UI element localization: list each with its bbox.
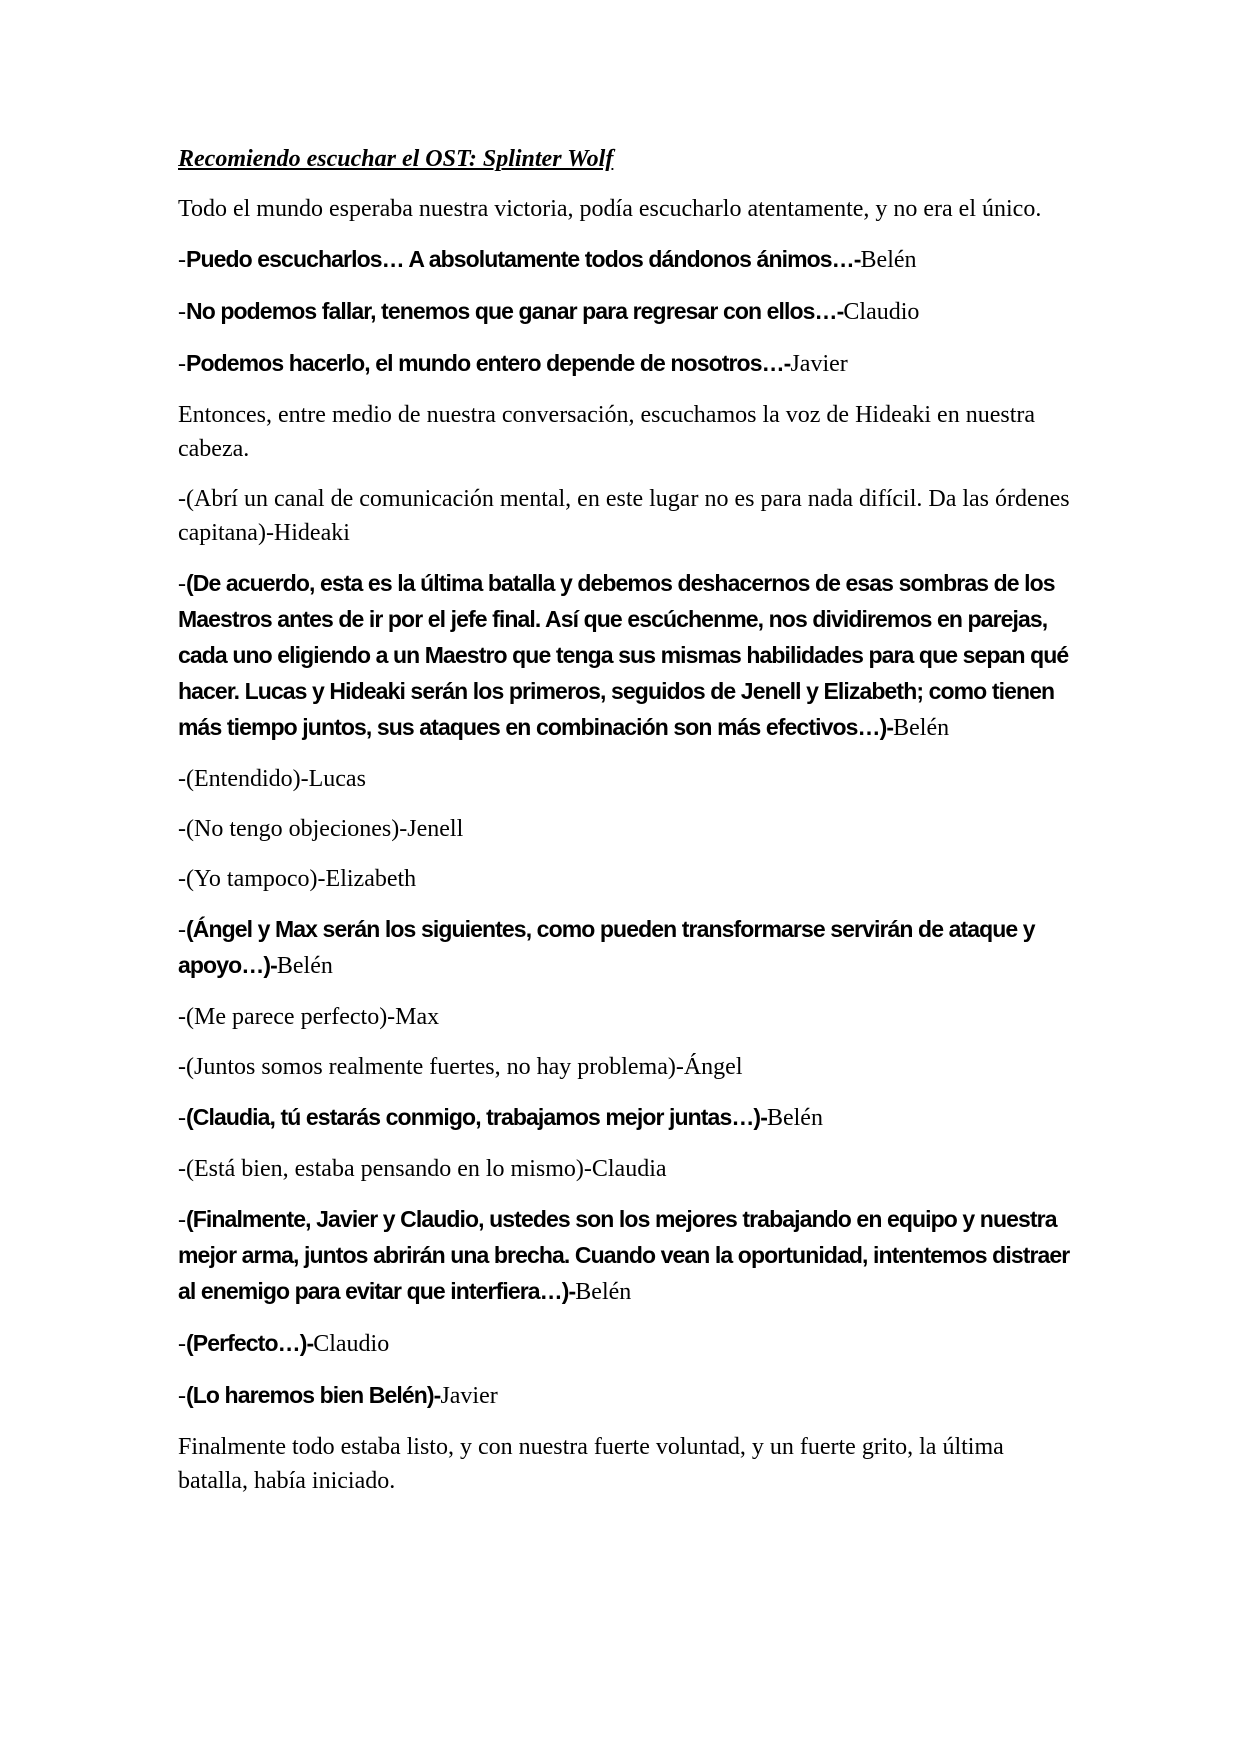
- dialogue-dash: -: [178, 917, 186, 943]
- dialogue-dash: -: [178, 351, 186, 377]
- dialogue-speaker: Claudio: [313, 1331, 390, 1357]
- dialogue-line-max: -(Me parece perfecto)-Max: [178, 1004, 440, 1030]
- document-title: Recomiendo escuchar el OST: Splinter Wolf: [178, 146, 614, 172]
- narration-paragraph: Finalmente todo estaba listo, y con nuestra fuerte voluntad, y un fuerte grito, la última batalla, había iniciado.: [178, 1434, 1004, 1494]
- dialogue-speaker: Claudio: [843, 299, 920, 325]
- dialogue-dash: -: [178, 1331, 186, 1357]
- dialogue-speech: (Claudia, tú estarás conmigo, trabajamos mejor juntas…)-: [186, 1104, 767, 1130]
- dialogue-line-javier: [178, 346, 1078, 382]
- dialogue-dash: -: [178, 1207, 186, 1233]
- dialogue-speaker: Belén: [575, 1279, 632, 1305]
- dialogue-speech: (Ángel y Max serán los siguientes, como pueden transformarse servirán de ataque y apoyo…)-: [178, 916, 1035, 978]
- dialogue-speaker: Javier: [440, 1383, 498, 1409]
- dialogue-speaker: Belén: [766, 1105, 823, 1131]
- dialogue-speaker: Javier: [790, 351, 848, 377]
- narration-paragraph: Entonces, entre medio de nuestra conversación, escuchamos la voz de Hideaki en nuestra cabeza.: [178, 402, 1036, 462]
- dialogue-speech: (Finalmente, Javier y Claudio, ustedes son los mejores trabajando en equipo y nuestra mejor arma, juntos abrirán una brecha. Cuando vean la oportunidad, intentemos distraer al enemigo para evitar que interfiera…)-: [178, 1206, 1070, 1304]
- dialogue-speaker: Belén: [860, 247, 917, 273]
- dialogue-line-lucas: -(Entendido)-Lucas: [178, 766, 366, 792]
- dialogue-line-belen: [178, 1202, 1078, 1310]
- dialogue-line-javier: [178, 1378, 1078, 1414]
- dialogue-line-belen: [178, 242, 1078, 278]
- dialogue-dash: -: [178, 1383, 186, 1409]
- dialogue-line-angel: -(Juntos somos realmente fuertes, no hay problema)-Ángel: [178, 1054, 743, 1080]
- dialogue-dash: -: [178, 1105, 186, 1131]
- dialogue-speech: No podemos fallar, tenemos que ganar para regresar con ellos…-: [186, 298, 844, 324]
- dialogue-dash: -: [178, 571, 186, 597]
- dialogue-line-jenell: -(No tengo objeciones)-Jenell: [178, 816, 464, 842]
- narration-paragraph: Todo el mundo esperaba nuestra victoria, podía escucharlo atentamente, y no era el único.: [178, 196, 1042, 222]
- dialogue-line-belen: [178, 566, 1078, 746]
- dialogue-line-hideaki: -(Abrí un canal de comunicación mental, en este lugar no es para nada difícil. Da las órdenes capitana)-Hideaki: [178, 486, 1070, 546]
- dialogue-speech: (Perfecto…)-: [186, 1330, 314, 1356]
- dialogue-speech: (De acuerdo, esta es la última batalla y debemos deshacernos de esas sombras de los Maestros antes de ir por el jefe final. Así que escúchenme, nos dividiremos en parejas, cada uno eligiendo a un Maestro que tenga sus mismas habilidades para que sepan qué hacer. Lucas y Hideaki serán los primeros, seguidos de Jenell y Elizabeth; como tienen más tiempo juntos, sus ataques en combinación son más efectivos…)-: [178, 570, 1069, 740]
- dialogue-speech: Puedo escucharlos… A absolutamente todos dándonos ánimos…-: [186, 246, 861, 272]
- dialogue-line-claudio: [178, 294, 1078, 330]
- dialogue-line-belen: [178, 912, 1078, 984]
- dialogue-speaker: Belén: [893, 715, 950, 741]
- dialogue-speaker: Belén: [276, 953, 333, 979]
- document-body: [178, 142, 1078, 1514]
- dialogue-speech: Podemos hacerlo, el mundo entero depende de nosotros…-: [186, 350, 791, 376]
- dialogue-line-elizabeth: -(Yo tampoco)-Elizabeth: [178, 866, 417, 892]
- dialogue-speech: (Lo haremos bien Belén)-: [186, 1382, 441, 1408]
- dialogue-line-claudio: [178, 1326, 1078, 1362]
- dialogue-dash: -: [178, 299, 186, 325]
- dialogue-line-belen: [178, 1100, 1078, 1136]
- dialogue-dash: -: [178, 247, 186, 273]
- dialogue-line-claudia: -(Está bien, estaba pensando en lo mismo)-Claudia: [178, 1156, 667, 1182]
